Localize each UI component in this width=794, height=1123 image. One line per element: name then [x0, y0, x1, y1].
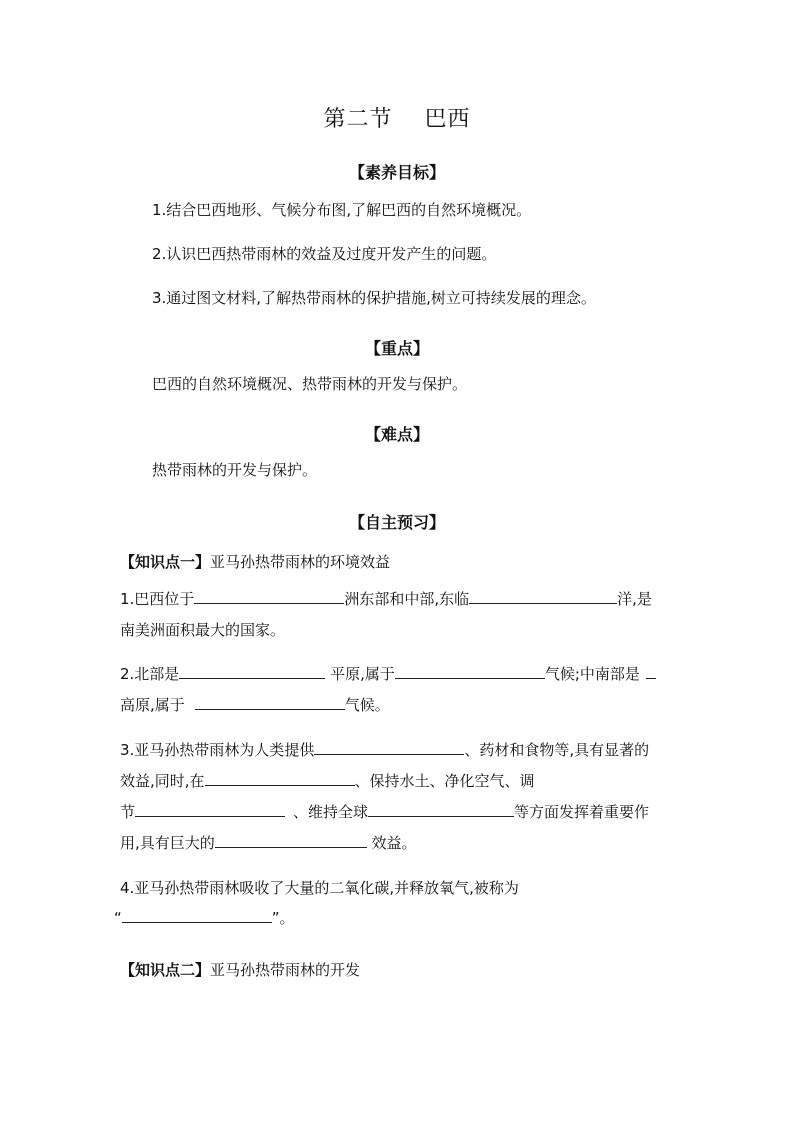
key-points-heading: 【重点】 [364, 339, 429, 358]
knowledge-point-1 [120, 552, 390, 572]
q3-text-c: 效益,同时,在 [120, 772, 205, 790]
question-3-line-3 [120, 802, 649, 822]
q3-blank-conserve[interactable] [205, 771, 355, 786]
q2-text-d: 高原,属于 [120, 696, 185, 714]
q3-text-a: 3.亚马孙热带雨林为人类提供 [120, 741, 315, 759]
q3-blank-benefit[interactable] [215, 833, 367, 848]
difficulties-heading: 【难点】 [364, 425, 429, 444]
q1-blank-ocean[interactable] [469, 589, 617, 604]
q3-blank-global[interactable] [368, 802, 514, 817]
question-4-line-1: 4.亚马孙热带雨林吸收了大量的二氧化碳,并释放氧气,被称为 [120, 879, 519, 897]
question-3-line-4 [120, 833, 417, 853]
goal-item-3: 3.通过图文材料,了解热带雨林的保护措施,树立可持续发展的理念。 [152, 289, 596, 307]
q2-blank-north[interactable] [179, 664, 325, 679]
q3-blank-regulate[interactable] [135, 802, 285, 817]
q4-close-quote: ”。 [271, 909, 295, 927]
q1-text-b: 洲东部和中部,东临 [344, 590, 470, 608]
goals-heading: 【素养目标】 [348, 163, 445, 182]
q2-text-c: 气候;中南部是 [544, 665, 640, 683]
q3-text-b: 、药材和食物等,具有显著的 [464, 741, 650, 759]
q3-text-f: 、维持全球 [293, 803, 369, 821]
q1-text-c: 洋,是 [617, 590, 652, 608]
question-1-line-1 [120, 589, 652, 609]
goal-item-2: 2.认识巴西热带雨林的效益及过度开发产生的问题。 [152, 245, 497, 263]
question-4-line-2 [114, 908, 295, 928]
q2-blank-south[interactable] [646, 664, 656, 679]
q2-text-b: 平原,属于 [325, 665, 395, 683]
question-3-line-2 [120, 771, 535, 791]
difficulties-text: 热带雨林的开发与保护。 [152, 461, 318, 479]
knowledge-point-2 [120, 960, 360, 980]
q4-blank-name[interactable] [122, 908, 272, 923]
key-points-text: 巴西的自然环境概况、热带雨林的开发与保护。 [152, 375, 468, 393]
q2-blank-north-climate[interactable] [395, 664, 545, 679]
question-2-line-1 [120, 664, 656, 684]
q3-text-e: 节 [120, 803, 136, 821]
q3-text-d: 、保持水土、净化空气、调 [354, 772, 535, 790]
goal-item-1: 1.结合巴西地形、气候分布图,了解巴西的自然环境概况。 [152, 201, 532, 219]
q3-text-g: 等方面发挥着重要作 [514, 803, 650, 821]
q2-text-a: 2.北部是 [120, 665, 180, 683]
question-2-line-2 [120, 695, 390, 715]
q3-blank-provide[interactable] [314, 740, 464, 755]
preview-heading: 【自主预习】 [348, 513, 445, 532]
knowledge-point-1-title: 亚马孙热带雨林的环境效益 [210, 553, 391, 571]
q1-text-a: 1.巴西位于 [120, 590, 195, 608]
knowledge-point-1-label: 【知识点一】 [120, 553, 211, 571]
q2-blank-south-climate[interactable] [195, 695, 345, 710]
q1-blank-continent[interactable] [194, 589, 344, 604]
question-3-line-1 [120, 740, 649, 760]
page-title: 第二节 巴西 [323, 107, 471, 132]
knowledge-point-2-label: 【知识点二】 [120, 961, 211, 979]
q3-text-i: 效益。 [366, 834, 417, 852]
knowledge-point-2-title: 亚马孙热带雨林的开发 [210, 961, 361, 979]
q3-text-h: 用,具有巨大的 [120, 834, 215, 852]
question-1-line-2: 南美洲面积最大的国家。 [120, 621, 286, 639]
q4-open-quote: “ [114, 909, 122, 927]
q2-text-e: 气候。 [344, 696, 390, 714]
